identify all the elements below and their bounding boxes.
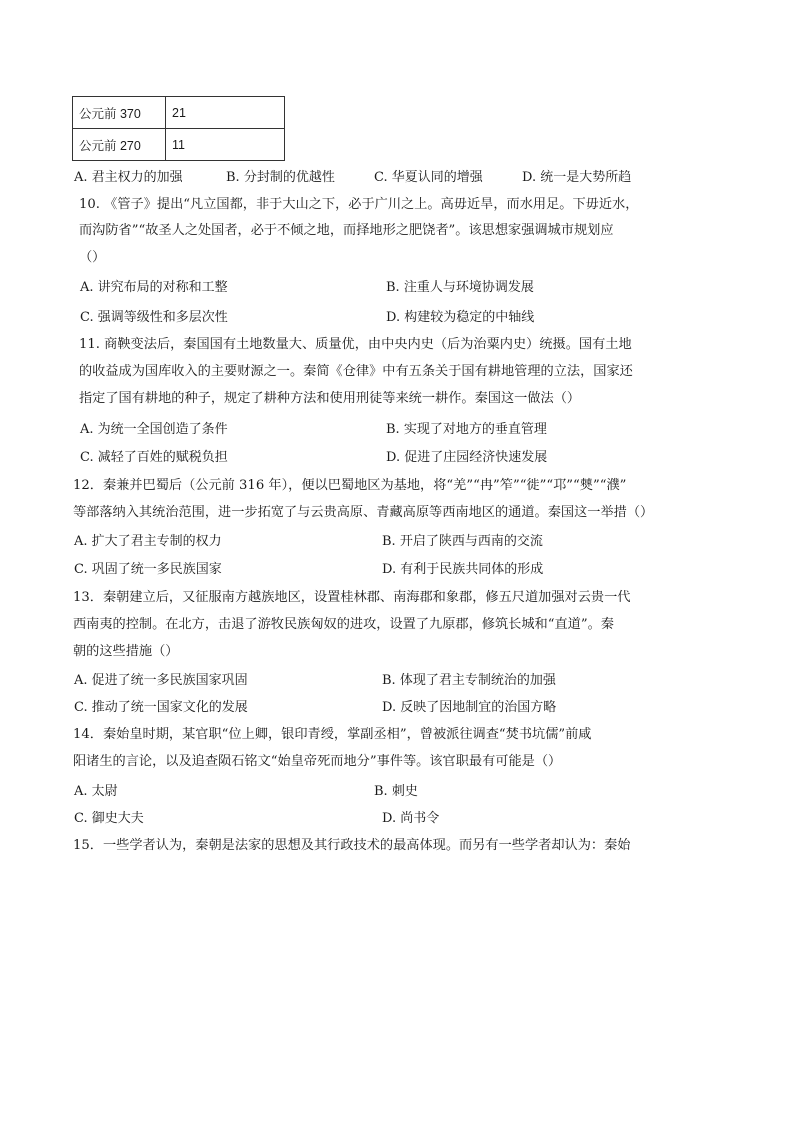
q14-option-d: D. 尚书令 xyxy=(382,811,440,826)
q13-option-d: D. 反映了因地制宜的治国方略 xyxy=(382,700,557,715)
q13-stem-line: 13．秦朝建立后，又征服南方越族地区，设置桂林郡、南海郡和象郡，修五尺道加强对云贵一代 xyxy=(73,590,631,605)
q9-option-b: B. 分封制的优越性 xyxy=(226,170,335,185)
q13-stem-line: 朝的这些措施（） xyxy=(73,644,179,659)
q10-stem-line: 10. 《管子》提出“凡立国都，非于大山之下，必于广川之上。高毋近旱，而水用足。下毋近水， xyxy=(79,197,639,212)
q13-option-b: B. 体现了君主专制统治的加强 xyxy=(382,673,556,688)
q13-option-a: A. 促进了统一多民族国家巩固 xyxy=(74,673,248,688)
q10-stem-line: （） xyxy=(79,250,106,265)
table-row xyxy=(73,129,285,161)
q10-option-c: C. 强调等级性和多层次性 xyxy=(80,310,228,325)
table-row xyxy=(73,97,285,129)
q12-option-b: B. 开启了陕西与西南的交流 xyxy=(382,534,543,549)
q12-stem-line: 12．秦兼并巴蜀后（公元前 316 年），便以巴蜀地区为基地，将“羌”“冉”笮”“徙”“邛”“僰”“濮” xyxy=(73,478,627,493)
q11-stem-line: 11. 商鞅变法后，秦国国有土地数量大、质量优，由中央内史（后为治粟内史）统摄。国有土地 xyxy=(79,337,632,352)
q12-option-a: A. 扩大了君主专制的权力 xyxy=(74,534,222,549)
q13-stem-line: 西南夷的控制。在北方，击退了游牧民族匈奴的进攻，设置了九原郡，修筑长城和“直道”。秦 xyxy=(73,617,614,632)
q12-stem-line: 等部落纳入其统治范围，进一步拓宽了与云贵高原、青藏高原等西南地区的通道。秦国这一举措（） xyxy=(73,505,654,520)
q10-stem-line: 而沟防省”“故圣人之处国者，必于不倾之地，而择地形之肥饶者”。该思想家强调城市规划应 xyxy=(79,223,614,238)
q14-option-a: A. 太尉 xyxy=(74,784,118,799)
q13-option-c: C. 推动了统一国家文化的发展 xyxy=(74,700,248,715)
q12-option-d: D. 有利于民族共同体的形成 xyxy=(382,562,544,577)
q11-option-c: C. 减轻了百姓的赋税负担 xyxy=(80,450,228,465)
q10-option-b: B. 注重人与环境协调发展 xyxy=(386,280,534,295)
q11-option-d: D. 促进了庄园经济快速发展 xyxy=(386,450,548,465)
q11-stem-line: 的收益成为国库收入的主要财源之一。秦简《仓律》中有五条关于国有耕地管理的立法，国家还 xyxy=(79,364,633,379)
table-cell: 21 xyxy=(166,97,285,129)
data-table xyxy=(72,96,285,161)
q11-option-b: B. 实现了对地方的垂直管理 xyxy=(386,422,547,437)
table-cell: 11 xyxy=(166,129,285,161)
table-cell: 公元前 270 xyxy=(73,129,166,161)
q11-option-a: A. 为统一全国创造了条件 xyxy=(80,422,228,437)
q9-option-d: D. 统一是大势所趋 xyxy=(522,170,632,185)
q9-option-c: C. 华夏认同的增强 xyxy=(374,170,483,185)
q15-stem-line: 15．一些学者认为，秦朝是法家的思想及其行政技术的最高体现。而另有一些学者却认为：秦始 xyxy=(73,838,631,853)
table-cell: 公元前 370 xyxy=(73,97,166,129)
q9-option-a: A. 君主权力的加强 xyxy=(74,170,183,185)
q14-stem-line: 阳诸生的言论，以及追查陨石铭文“始皇帝死而地分”事件等。该官职最有可能是（） xyxy=(73,754,562,769)
q10-option-a: A. 讲究布局的对称和工整 xyxy=(80,280,228,295)
q14-stem-line: 14．秦始皇时期，某官职“位上卿，银印青绶，掌副丞相”，曾被派往调查“焚书坑儒”前咸 xyxy=(73,727,592,742)
q12-option-c: C. 巩固了统一多民族国家 xyxy=(74,562,222,577)
q10-option-d: D. 构建较为稳定的中轴线 xyxy=(386,310,535,325)
q14-option-c: C. 御史大夫 xyxy=(74,811,144,826)
q11-stem-line: 指定了国有耕地的种子，规定了耕种方法和使用刑徒等来统一耕作。秦国这一做法（） xyxy=(79,391,581,406)
q14-option-b: B. 刺史 xyxy=(374,784,418,799)
